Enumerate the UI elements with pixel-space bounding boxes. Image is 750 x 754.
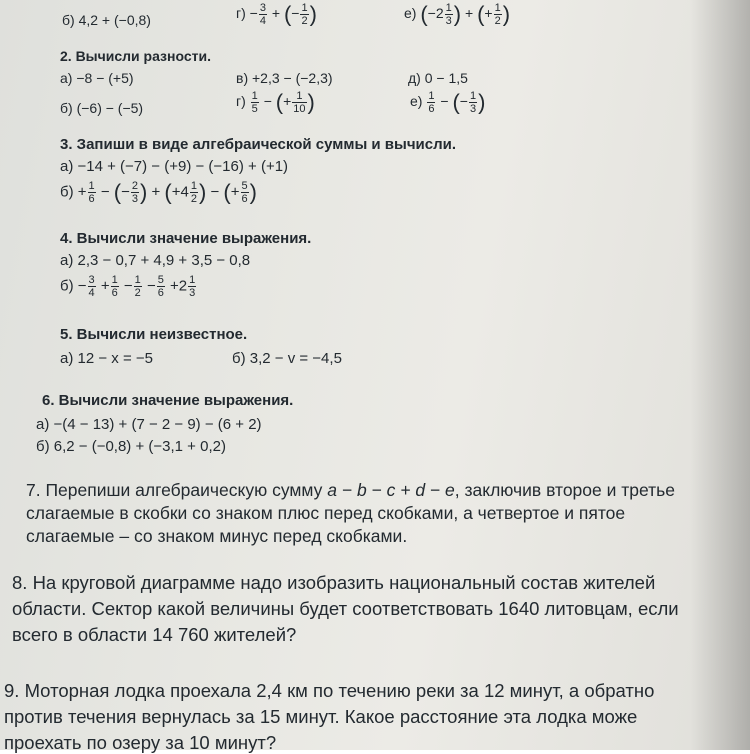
label-e: е) — [404, 5, 417, 22]
fraction: $\frac{1}{6}$ — [111, 274, 118, 299]
fraction: $\frac{1}{2}$ — [134, 274, 141, 299]
fraction: $\frac{1}{2}$ — [494, 2, 501, 27]
task5-b: б) 3,2 − v = −4,5 — [232, 350, 342, 367]
fraction: $\frac{3}{4}$ — [88, 274, 95, 299]
algebraic-sum: a − b − c + d − e — [327, 480, 455, 500]
fraction: $\frac{1}{10}$ — [293, 90, 306, 115]
fraction: $\frac{1}{3}$ — [445, 2, 452, 27]
task2-d: д) 0 − 1,5 — [408, 70, 468, 86]
fraction: $\frac{1}{6}$ — [88, 180, 95, 205]
task2-b: б) (−6) − (−5) — [60, 100, 144, 116]
task1-b: б) 4,2 + (−0,8) — [62, 12, 151, 28]
task1-e: е) (−2 $\frac{1}{3}$ ) + (+ $\frac{1}{2}$ ) — [404, 1, 511, 27]
task9-line2: против течения вернулась за 15 минут. Какое расстояние эта лодка може — [4, 706, 638, 727]
task8-line1: 8. На круговой диаграмме надо изобразить национальный состав жителей — [12, 572, 656, 593]
label-g: г) — [236, 5, 246, 22]
task3-title: 3. Запиши в виде алгебраической суммы и вычисли. — [60, 136, 457, 153]
task7-line3: слагаемые – со знаком минус перед скобками. — [26, 526, 408, 546]
task7-line2: слагаемые в скобки со знаком плюс перед скобками, а четвертое и пятое — [26, 503, 626, 523]
fraction: $\frac{1}{5}$ — [251, 90, 258, 115]
task2-a: а) −8 − (+5) — [60, 70, 134, 86]
task2-title: 2. Вычисли разности. — [60, 48, 211, 64]
task9-line1: 9. Моторная лодка проехала 2,4 км по течению реки за 12 минут, а обратно — [4, 680, 655, 701]
task2-v: в) +2,3 − (−2,3) — [236, 70, 333, 86]
fraction: $\frac{1}{2}$ — [190, 180, 197, 205]
page-edge-shadow — [690, 0, 750, 750]
fraction: $\frac{2}{3}$ — [131, 180, 138, 205]
fraction: $\frac{1}{3}$ — [469, 90, 477, 115]
fraction: $\frac{1}{6}$ — [428, 90, 435, 115]
task8-line3: всего в области 14 760 жителей? — [12, 624, 297, 645]
fraction: $\frac{1}{3}$ — [189, 274, 196, 299]
task4-title: 4. Вычисли значение выражения. — [60, 230, 312, 247]
task5-a: а) 12 − x = −5 — [60, 350, 153, 367]
task6-a: а) −(4 − 13) + (7 − 2 − 9) − (6 + 2) — [36, 416, 262, 433]
task2-g: г) $\frac{1}{5}$ − (+ $\frac{1}{10}$ ) — [236, 89, 315, 115]
task3-a: а) −14 + (−7) − (+9) − (−16) + (+1) — [60, 158, 289, 175]
task4-b: б) − $\frac{3}{4}$ + $\frac{1}{6}$ − $\frac{1}{2}$ − $\frac{5}{6}$ +2 $\frac{1}{3}$ — [60, 274, 196, 299]
task6-b: б) 6,2 − (−0,8) + (−3,1 + 0,2) — [36, 438, 226, 455]
task1-g: г) − $\frac{3}{4}$ + (− $\frac{1}{2}$ ) — [236, 1, 317, 27]
fraction: $\frac{5}{6}$ — [157, 274, 164, 299]
task6-title: 6. Вычисли значение выражения. — [42, 392, 294, 409]
task7-line1: 7. Перепиши алгебраическую сумму a − b − c + d − e, заключив второе и третье — [26, 480, 676, 500]
fraction: $\frac{3}{4}$ — [259, 2, 266, 27]
task9-line3: проехать по озеру за 10 минут? — [4, 732, 277, 753]
fraction: $\frac{1}{2}$ — [301, 2, 308, 27]
task3-b: б) + $\frac{1}{6}$ − (− $\frac{2}{3}$ ) + (+4 $\frac{1}{2}$ ) − (+ $\frac{5}{6}$ ) — [60, 179, 257, 205]
task5-title: 5. Вычисли неизвестное. — [60, 326, 248, 343]
fraction: $\frac{5}{6}$ — [241, 180, 248, 205]
task4-a: а) 2,3 − 0,7 + 4,9 + 3,5 − 0,8 — [60, 252, 251, 269]
task2-e: е) $\frac{1}{6}$ − (− $\frac{1}{3}$ ) — [410, 89, 486, 115]
task8-line2: области. Сектор какой величины будет соответствовать 1640 литовцам, если — [12, 598, 679, 619]
